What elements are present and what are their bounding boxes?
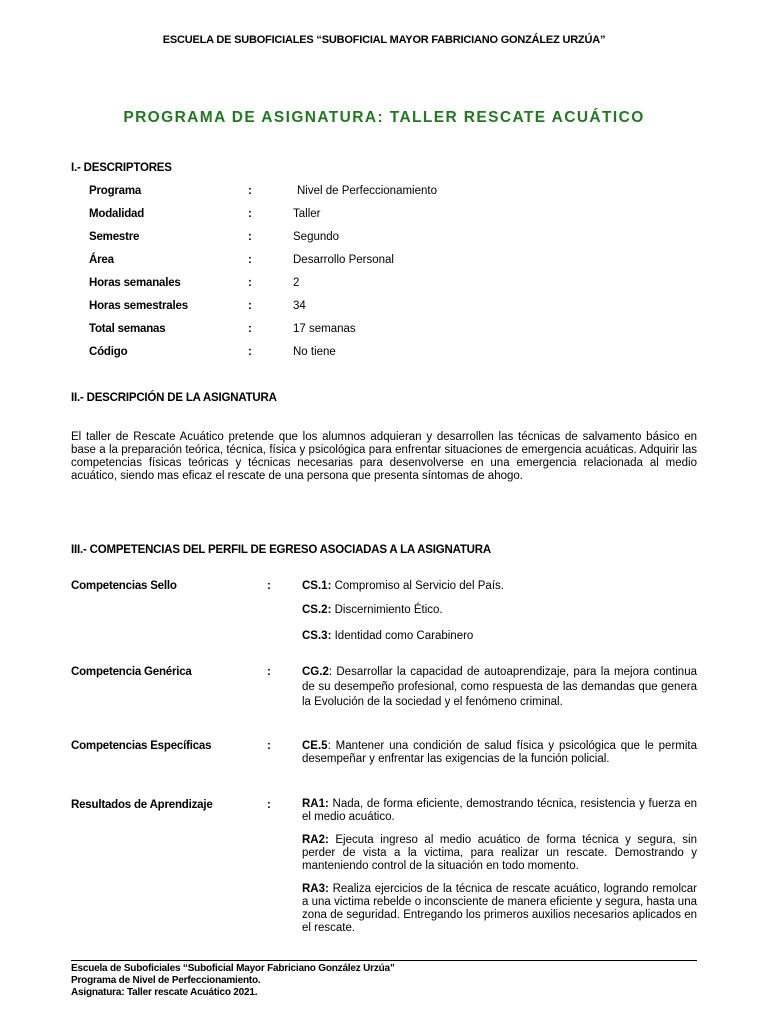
resultado-text: Ejecuta ingreso al medio acuático de forma técnica y segura, sin perder de vista a la victima, para realizar un rescate. Demostrando y manteniendo control de la situación en todo momento.: [302, 834, 697, 872]
descriptor-colon: :: [248, 231, 252, 243]
resultados-aprendizaje-label: Resultados de Aprendizaje: [71, 799, 213, 811]
competencia-code: CG.2: [302, 666, 329, 678]
descriptor-colon: :: [248, 254, 252, 266]
descriptor-label-horas-semestrales: Horas semestrales: [89, 300, 188, 312]
page-title: PROGRAMA DE ASIGNATURA: TALLER RESCATE ACUÁTICO: [123, 109, 645, 126]
resultado-text: Realiza ejercicios de la técnica de rescate acuático, logrando remolcar a una victima rebelde o inconsciente de manera eficiente y segura, hasta una zona de seguridad. Entregando los primeros auxilios necesarios aplicados en el rescate.: [302, 883, 697, 934]
competencia-sello-item: [302, 579, 697, 594]
resultado-aprendizaje-item: [302, 834, 697, 873]
descriptor-colon: :: [248, 185, 252, 197]
descriptor-label-horas-semanales: Horas semanales: [89, 277, 181, 289]
competencia-especifica-item: [302, 740, 697, 766]
competencias-colon: :: [267, 740, 271, 752]
competencia-code: CS.2:: [302, 604, 332, 616]
competencia-code: CS.1:: [302, 580, 332, 592]
footer-line-school: Escuela de Suboficiales “Suboficial Mayor Fabriciano González Urzúa”: [71, 963, 395, 974]
section-descriptores-heading: I.- DESCRIPTORES: [71, 162, 172, 174]
descriptor-value-area: Desarrollo Personal: [293, 254, 394, 266]
competencia-sello-item: [302, 629, 697, 644]
resultado-code: RA3:: [302, 883, 329, 895]
resultado-aprendizaje-item: [302, 798, 697, 824]
competencia-code: CS.3:: [302, 630, 332, 642]
competencias-colon: :: [267, 666, 271, 678]
descriptor-value-programa: Nivel de Perfeccionamiento: [297, 185, 437, 197]
descriptor-label-total-semanas: Total semanas: [89, 323, 166, 335]
school-header: ESCUELA DE SUBOFICIALES “SUBOFICIAL MAYOR FABRICIANO GONZÁLEZ URZÚA”: [162, 34, 606, 46]
competencias-colon: :: [267, 799, 271, 811]
competencia-sello-item: [302, 603, 697, 618]
section-descripcion-heading: II.- DESCRIPCIÓN DE LA ASIGNATURA: [71, 392, 277, 404]
descriptor-value-horas-semanales: 2: [293, 277, 300, 289]
descriptor-value-modalidad: Taller: [293, 208, 321, 220]
resultado-code: RA1:: [302, 798, 329, 810]
competencia-code: CE.5: [302, 740, 328, 752]
descriptor-colon: :: [248, 346, 252, 358]
descriptor-label-codigo: Código: [89, 346, 128, 358]
descriptor-value-total-semanas: 17 semanas: [293, 323, 356, 335]
competencia-generica-label: Competencia Genérica: [71, 666, 192, 678]
competencia-text: Identidad como Carabinero: [331, 630, 474, 642]
competencias-sello-label: Competencias Sello: [71, 580, 177, 592]
descriptor-value-codigo: No tiene: [293, 346, 336, 358]
competencia-text: Discernimiento Ético.: [331, 604, 443, 616]
competencia-text: : Desarrollar la capacidad de autoaprendizaje, para la mejora continua de su desempeño profesional, como respuesta de las demandas que genera la Evolución de la sociedad y el fenómeno criminal.: [302, 666, 697, 708]
descriptor-colon: :: [248, 300, 252, 312]
resultado-text: Nada, de forma eficiente, demostrando técnica, resistencia y fuerza en el medio acuático.: [302, 798, 697, 823]
competencia-generica-item: [302, 665, 697, 710]
descriptor-label-modalidad: Modalidad: [89, 208, 145, 220]
competencia-text: : Mantener una condición de salud física y psicológica que le permita desempeñar y enfrentar las exigencias de la función policial.: [302, 740, 697, 765]
descriptor-value-horas-semestrales: 34: [293, 300, 306, 312]
competencias-especificas-label: Competencias Específicas: [71, 740, 212, 752]
footer-line-subject: Asignatura: Taller rescate Acuático 2021.: [71, 987, 258, 998]
resultado-code: RA2:: [302, 834, 329, 846]
descriptor-label-programa: Programa: [89, 185, 142, 197]
section-competencias-heading: III.- COMPETENCIAS DEL PERFIL DE EGRESO ASOCIADAS A LA ASIGNATURA: [71, 544, 491, 556]
descriptor-colon: :: [248, 277, 252, 289]
descriptor-value-semestre: Segundo: [293, 231, 340, 243]
competencia-text: Compromiso al Servicio del País.: [331, 580, 504, 592]
descriptor-colon: :: [248, 208, 252, 220]
descriptor-label-semestre: Semestre: [89, 231, 140, 243]
footer-divider: [71, 960, 697, 961]
descriptor-label-area: Área: [89, 254, 114, 266]
footer-line-program: Programa de Nivel de Perfeccionamiento.: [71, 975, 261, 986]
competencias-colon: :: [267, 580, 271, 592]
descripcion-paragraph: El taller de Rescate Acuático pretende que los alumnos adquieran y desarrollen las técnicas de salvamento básico en base a la preparación teórica, técnica, física y psicológica para enfrentar situaciones de emergencia acuáticas. Adquirir las competencias físicas teóricas y técnicas necesarias para desenvolverse en una emergencia relacionada al medio acuático, siendo mas eficaz el rescate de una persona que presenta síntomas de ahogo.: [71, 431, 697, 482]
resultado-aprendizaje-item: [302, 883, 697, 935]
descriptor-colon: :: [248, 323, 252, 335]
